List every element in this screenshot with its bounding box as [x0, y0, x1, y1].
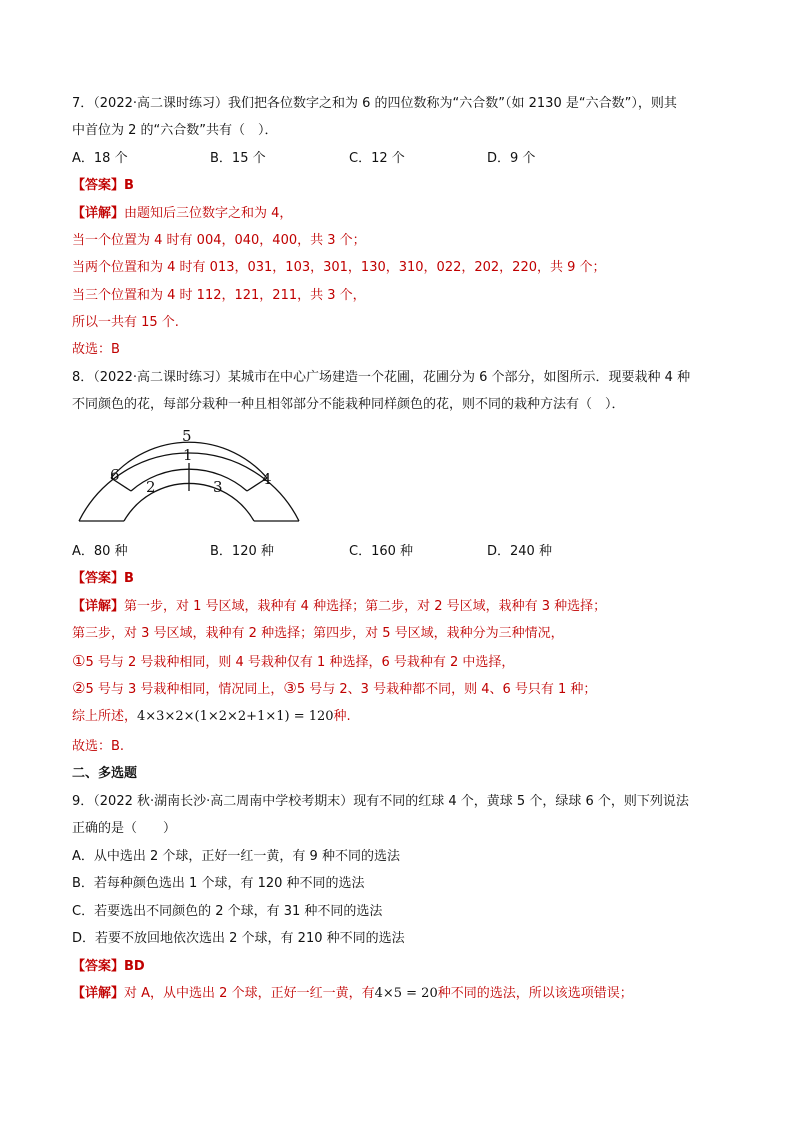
- q8-number: 8．: [72, 370, 94, 385]
- q9-answer-label: 【答案】: [72, 959, 125, 974]
- q9-detail-formula: 4×5 = 20: [374, 986, 438, 1001]
- figure-label-4: 4: [262, 470, 272, 488]
- q8-detail-line1: [72, 598, 606, 616]
- q9-number: 9．: [72, 794, 94, 809]
- q9-option-c: C．若要选出不同颜色的 2 个球，有 31 种不同的选法: [72, 904, 383, 919]
- q7-conclusion: 故选：B: [72, 342, 120, 357]
- q9-stem-text1: 现有不同的红球 4 个，黄球 5 个，绿球 6 个，则下列说法: [353, 794, 689, 809]
- q8-case2-text: 5 号与 3 号栽种相同，情况同上，: [85, 682, 284, 697]
- figure-label-3: 3: [213, 478, 223, 496]
- q9-option-b: B．若每种颜色选出 1 个球，有 120 种不同的选法: [72, 876, 365, 891]
- q8-conclusion: 故选：B.: [72, 739, 125, 754]
- q9-detail-prefix: 对 A，从中选出 2 个球，正好一红一黄，有: [124, 986, 375, 1001]
- q7-option-c: C．12 个: [349, 151, 405, 166]
- q8-case1-mark: ①: [72, 652, 86, 670]
- q7-answer-value: B: [124, 178, 134, 193]
- q9-option-a: A．从中选出 2 个球，正好一红一黄，有 9 种不同的选法: [72, 849, 400, 864]
- q9-answer-value: BD: [124, 959, 145, 974]
- q8-case3-mark: ③: [283, 679, 297, 697]
- q7-option-a: A．18 个: [72, 151, 128, 166]
- q8-option-d: D．240 种: [487, 544, 552, 559]
- q8-summary-prefix: 综上所述，: [72, 709, 138, 724]
- q8-answer: [72, 570, 134, 588]
- q8-option-c: C．160 种: [349, 544, 414, 559]
- q8-case3-text: 5 号与 2、3 号栽种都不同，则 4、6 号只有 1 种；: [296, 682, 597, 697]
- figure-label-2: 2: [146, 478, 156, 496]
- q7-answer-label: 【答案】: [72, 178, 125, 193]
- q7-option-b: B．15 个: [210, 151, 266, 166]
- q7-detail-line4: 当三个位置和为 4 时 112，121，211，共 3 个，: [72, 288, 366, 303]
- q7-stem-line2: 中首位为 2 的“六合数”共有（ ）．: [72, 123, 278, 138]
- q8-case2-mark: ②: [72, 679, 86, 697]
- q7-option-d: D．9 个: [487, 151, 536, 166]
- flowerbed-figure: [72, 420, 307, 530]
- figure-label-6: 6: [110, 466, 120, 484]
- section-title-multiple-choice: 二、多选题: [72, 766, 138, 781]
- q7-number: 7．: [72, 96, 94, 111]
- q8-case1: [72, 652, 514, 672]
- q9-stem-line2: 正确的是（ ）: [72, 821, 177, 836]
- figure-label-1: 1: [183, 446, 193, 464]
- q7-detail-label: 【详解】: [72, 206, 125, 221]
- q9-detail-line1: [72, 985, 633, 1003]
- q9-detail-label: 【详解】: [72, 986, 125, 1001]
- q7-stem-text1: 我们把各位数字之和为 6 的四位数称为“六合数”（如 2130 是“六合数”），则其: [228, 96, 677, 111]
- q7-stem-line1: [72, 95, 677, 113]
- figure-label-5: 5: [182, 427, 192, 445]
- q8-detail-label: 【详解】: [72, 599, 125, 614]
- q9-source: （2022 秋·湖南长沙·高二周南中学校考期末）: [93, 794, 354, 809]
- q8-summary: [72, 708, 351, 726]
- q7-answer: [72, 177, 134, 195]
- q8-case1-text: 5 号与 2 号栽种相同，则 4 号栽种仅有 1 种选择，6 号栽种有 2 中选择，: [85, 655, 515, 670]
- q8-summary-suffix: 种.: [333, 709, 351, 724]
- q7-source: （2022·高二课时练习）: [93, 96, 228, 111]
- q8-stem-line2: 不同颜色的花，每部分栽种一种且相邻部分不能栽种同样颜色的花，则不同的栽种方法有（ ）．: [72, 397, 625, 412]
- q9-detail-suffix: 种不同的选法，所以该选项错误；: [437, 986, 633, 1001]
- q9-option-d: D．若要不放回地依次选出 2 个球，有 210 种不同的选法: [72, 931, 405, 946]
- q8-source: （2022·高二课时练习）: [93, 370, 228, 385]
- q8-detail-line2: 第三步，对 3 号区域，栽种有 2 种选择；第四步，对 5 号区域，栽种分为三种情况，: [72, 626, 564, 641]
- q7-detail-line1: [72, 205, 292, 223]
- q8-option-b: B．120 种: [210, 544, 274, 559]
- q8-answer-value: B: [124, 571, 134, 586]
- q8-summary-formula: 4×3×2×(1×2×2+1×1) = 120: [137, 709, 334, 724]
- q7-detail-line3: 当两个位置和为 4 时有 013，031，103，301，130，310，022，202，220，共 9 个；: [72, 260, 606, 275]
- q8-stem-line1: [72, 369, 690, 387]
- q8-stem-text1: 某城市在中心广场建造一个花圃，花圃分为 6 个部分，如图所示．现要栽种 4 种: [228, 370, 691, 385]
- q8-option-a: A．80 种: [72, 544, 128, 559]
- q8-case2-3: [72, 679, 596, 699]
- q9-stem-line1: [72, 793, 689, 811]
- q7-detail-line2: 当一个位置为 4 时有 004，040，400，共 3 个；: [72, 233, 366, 248]
- q8-detail-text1: 第一步，对 1 号区域，栽种有 4 种选择；第二步，对 2 号区域，栽种有 3 种选择；: [124, 599, 607, 614]
- q7-detail-line5: 所以一共有 15 个.: [72, 315, 179, 330]
- q7-detail-text1: 由题知后三位数字之和为 4，: [124, 206, 293, 221]
- q9-answer: [72, 958, 145, 976]
- q8-answer-label: 【答案】: [72, 571, 125, 586]
